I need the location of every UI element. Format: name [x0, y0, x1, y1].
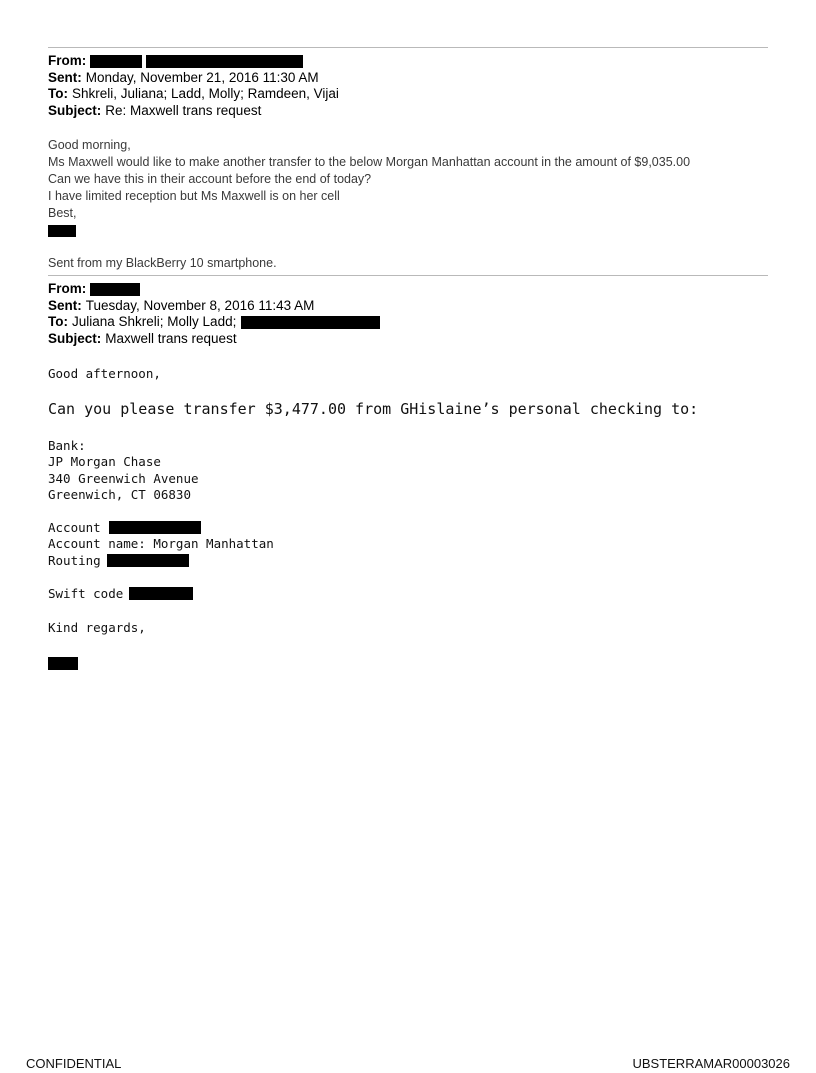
account-label: Account [48, 519, 101, 535]
email1-from-row [48, 53, 339, 70]
email1-sent-value: Monday, November 21, 2016 11:30 AM [85, 69, 319, 85]
email1-subject-row [48, 103, 339, 120]
redaction-box [107, 554, 189, 567]
email2-to-label: To: [48, 314, 68, 329]
email2-closing: Kind regards, [48, 620, 146, 635]
email1-subject-value: Re: Maxwell trans request [105, 102, 262, 118]
bank-line: 340 Greenwich Avenue [48, 470, 199, 486]
email1-header [48, 53, 339, 119]
email1-sent-label: Sent: [48, 69, 82, 85]
footer-confidential: CONFIDENTIAL [26, 1056, 122, 1071]
email-divider [48, 275, 768, 276]
redaction-box [109, 521, 201, 534]
email2-greeting: Good afternoon, [48, 366, 161, 381]
email2-subject-row [48, 331, 380, 348]
swift-label: Swift code [48, 585, 124, 601]
redaction-box [146, 55, 303, 68]
routing-label: Routing [48, 552, 101, 568]
email2-bank-block [48, 437, 199, 503]
swift-row [48, 585, 193, 602]
email2-account-block [48, 519, 274, 569]
bank-label: Bank: [48, 437, 86, 453]
email1-to-row [48, 86, 339, 103]
email2-subject-value: Maxwell trans request [105, 330, 237, 346]
email2-subject-label: Subject: [48, 330, 102, 346]
email1-body-line: I have limited reception but Ms Maxwell is on her cell [48, 189, 340, 203]
redaction-box [129, 587, 193, 600]
bank-line: JP Morgan Chase [48, 454, 161, 470]
email1-sent-from: Sent from my BlackBerry 10 smartphone. [48, 256, 277, 270]
email2-sent-row [48, 298, 380, 315]
email1-body-line: Good morning, [48, 138, 131, 152]
footer-bates-number: UBSTERRAMAR00003026 [632, 1056, 790, 1071]
email1-to-label: To: [48, 86, 68, 101]
email1-body-line: Ms Maxwell would like to make another transfer to the below Morgan Manhattan account in the amount of $9,035.00 [48, 155, 691, 169]
redaction-box [241, 316, 380, 329]
email2-from-label: From: [48, 281, 87, 296]
email2-from-row [48, 281, 380, 298]
email2-header [48, 281, 380, 347]
email2-sent-label: Sent: [48, 297, 82, 313]
email2-swift-block [48, 585, 193, 602]
top-divider [48, 47, 768, 48]
account-name: Account name: Morgan Manhattan [48, 536, 274, 552]
email1-sent-row [48, 70, 339, 87]
account-row [48, 519, 274, 536]
email2-to-row [48, 314, 380, 331]
email1-subject-label: Subject: [48, 102, 102, 118]
bank-line: Greenwich, CT 06830 [48, 487, 191, 503]
redaction-box [90, 55, 142, 68]
redaction-box [48, 225, 76, 237]
email2-request: Can you please transfer $3,477.00 from GHislaine’s personal checking to: [48, 400, 699, 418]
redaction-box [90, 283, 140, 296]
email1-body-line: Can we have this in their account before the end of today? [48, 172, 372, 186]
email2-sent-value: Tuesday, November 8, 2016 11:43 AM [85, 297, 315, 313]
email1-from-label: From: [48, 53, 87, 68]
routing-row [48, 552, 274, 569]
email1-body [48, 137, 690, 222]
email2-to-value: Juliana Shkreli; Molly Ladd; [72, 314, 237, 329]
email1-body-line: Best, [48, 206, 77, 220]
redaction-box [48, 657, 78, 670]
email1-to-value: Shkreli, Juliana; Ladd, Molly; Ramdeen, Vijai [72, 86, 339, 101]
